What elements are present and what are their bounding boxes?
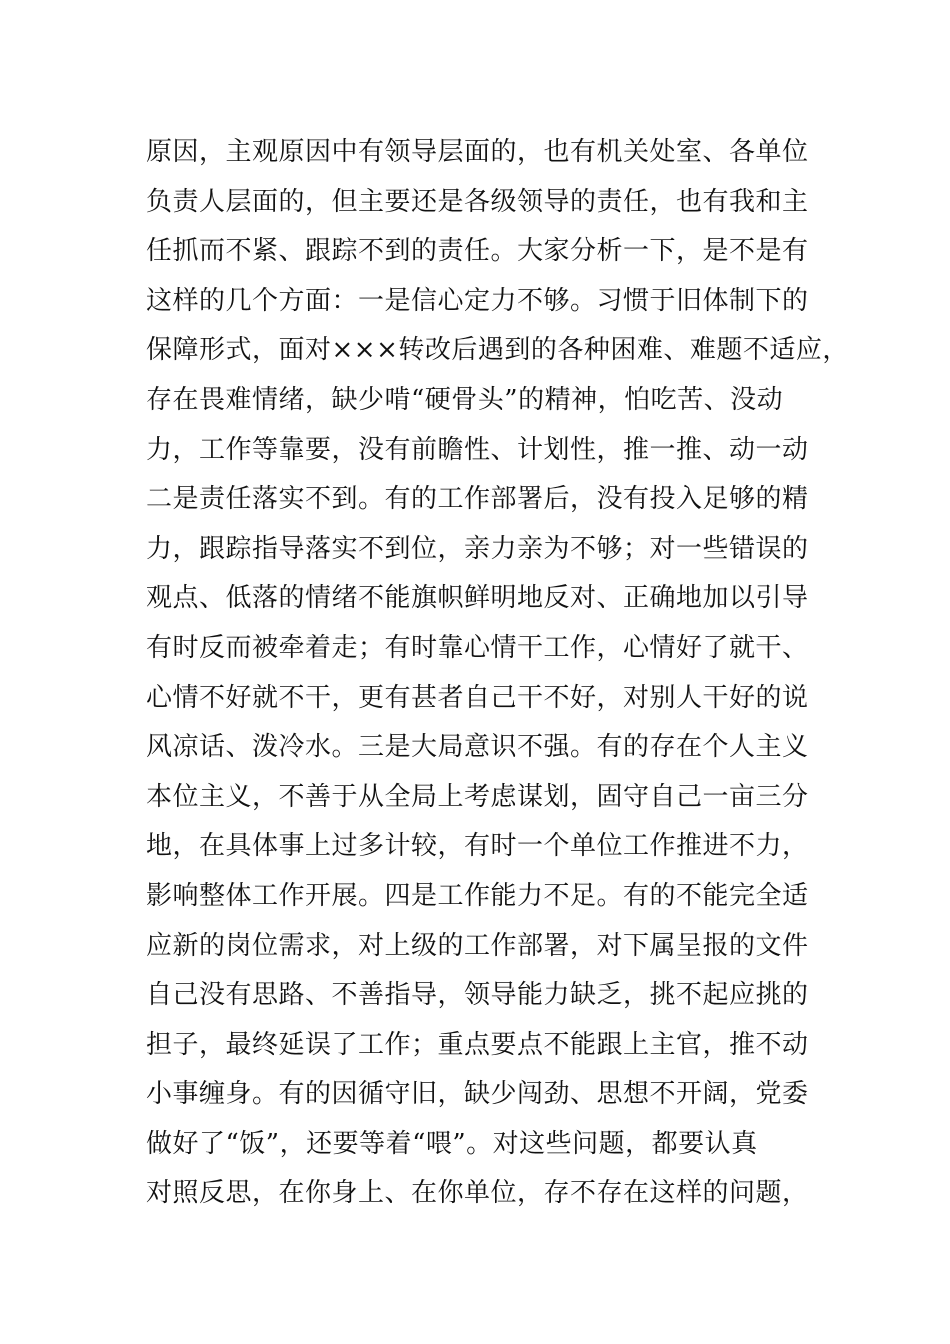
text-line: 做好了“饭”，还要等着“喂”。对这些问题，都要认真 [146, 1128, 758, 1159]
text-line: 力，跟踪指导落实不到位，亲力亲为不够；对一些错误的 [146, 533, 809, 564]
text-line: 本位主义，不善于从全局上考虑谋划，固守自己一亩三分 [146, 781, 809, 812]
text-line: 力，工作等靠要，没有前瞻性、计划性，推一推、动一动 [146, 434, 809, 465]
text-line: 这样的几个方面：一是信心定力不够。习惯于旧体制下的 [146, 285, 809, 316]
text-line: 对照反思，在你身上、在你单位，存不存在这样的问题， [146, 1178, 809, 1209]
text-line: 保障形式，面对×××转改后遇到的各种困难、难题不适应， [146, 335, 849, 366]
text-line: 担子，最终延误了工作；重点要点不能跟上主官，推不动 [146, 1029, 809, 1060]
text-line: 风凉话、泼冷水。三是大局意识不强。有的存在个人主义 [146, 732, 809, 763]
text-line: 小事缠身。有的因循守旧，缺少闯劲、思想不开阔，党委 [146, 1079, 809, 1110]
text-line: 应新的岗位需求，对上级的工作部署，对下属呈报的文件 [146, 930, 809, 961]
text-line: 影响整体工作开展。四是工作能力不足。有的不能完全适 [146, 880, 809, 911]
text-line: 观点、低落的情绪不能旗帜鲜明地反对、正确地加以引导 [146, 583, 809, 614]
text-line: 负责人层面的，但主要还是各级领导的责任，也有我和主 [146, 186, 809, 217]
text-line: 存在畏难情绪，缺少啃“硬骨头”的精神，怕吃苦、没动 [146, 384, 784, 415]
text-line: 任抓而不紧、跟踪不到的责任。大家分析一下，是不是有 [146, 236, 809, 267]
body-text [146, 128, 849, 1219]
text-line: 心情不好就不干，更有甚者自己干不好，对别人干好的说 [146, 682, 809, 713]
text-line: 有时反而被牵着走；有时靠心情干工作，心情好了就干、 [146, 632, 809, 663]
text-line: 原因，主观原因中有领导层面的，也有机关处室、各单位 [146, 137, 809, 167]
text-line: 二是责任落实不到。有的工作部署后，没有投入足够的精 [146, 484, 809, 515]
text-line: 地，在具体事上过多计较，有时一个单位工作推进不力， [146, 831, 809, 862]
text-line: 自己没有思路、不善指导，领导能力缺乏，挑不起应挑的 [146, 980, 809, 1011]
